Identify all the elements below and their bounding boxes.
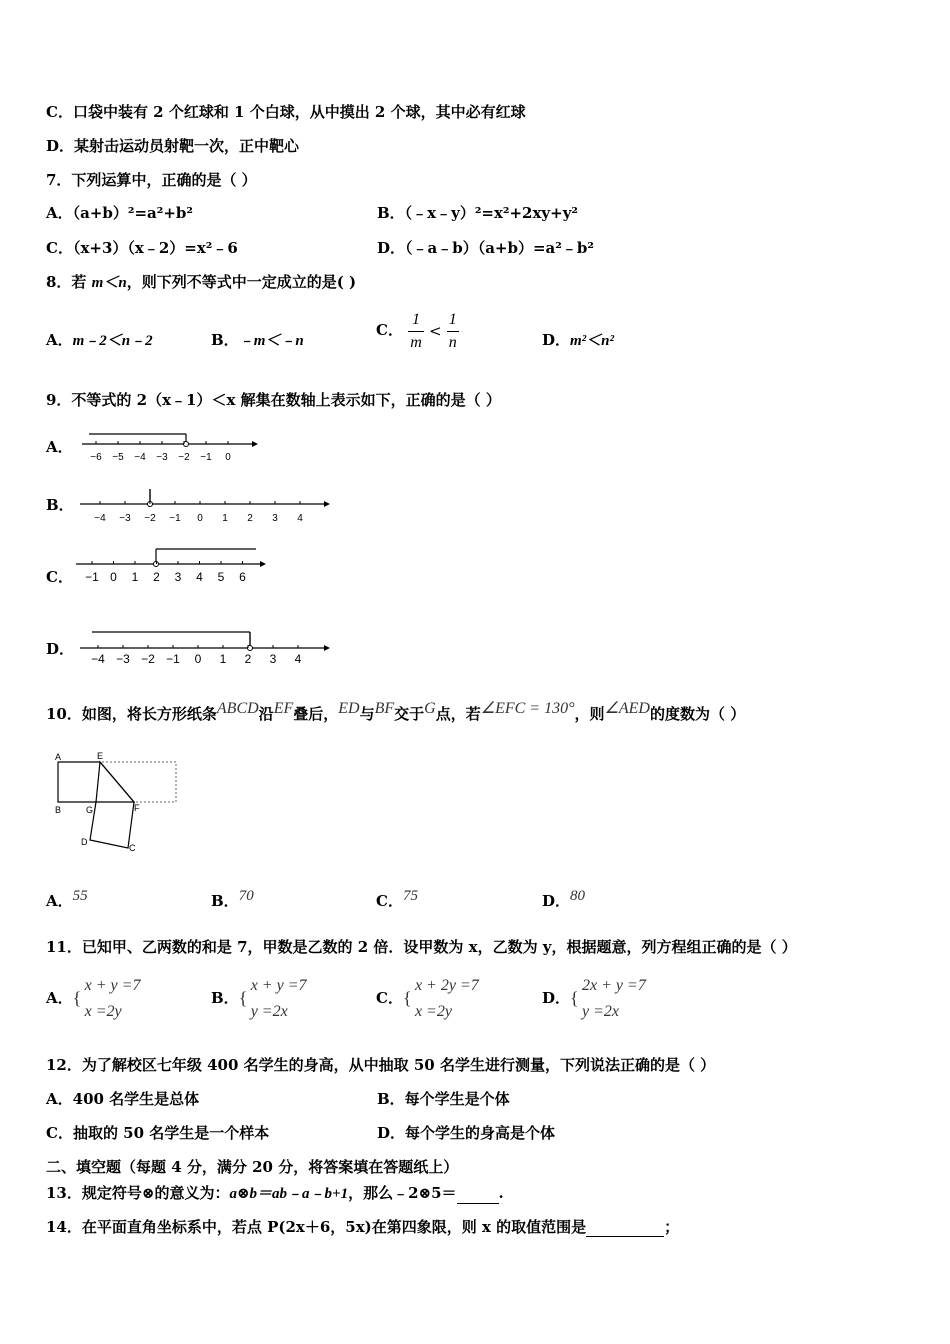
q11-option-d xyxy=(542,970,646,1026)
q12-option-c: C．抽取的 50 名学生是一个样本 xyxy=(46,1124,270,1142)
q10-option-a xyxy=(46,883,88,914)
tick-label: 0 xyxy=(197,513,203,524)
fig-label-g: G xyxy=(86,805,94,815)
q10-option-b xyxy=(211,883,254,914)
q14-answer-blank[interactable] xyxy=(586,1220,664,1237)
tick-label: 0 xyxy=(110,570,117,584)
q14 xyxy=(46,1217,679,1237)
q10-c-value: 75 xyxy=(402,888,418,904)
q10-math-angle-efc: ∠EFC = 130° xyxy=(480,700,575,717)
q8-stem-math: m＜n xyxy=(91,275,127,291)
tick-label: −1 xyxy=(200,452,212,463)
q11-b-system: { x + y =7 y =2x xyxy=(238,977,307,1020)
tick-label: 5 xyxy=(217,570,225,584)
q7-option-c: C．（x+3）（x﹣2）=x²﹣6 xyxy=(46,239,238,257)
q10-math-abcd: ABCD xyxy=(216,700,259,717)
tick-label: −3 xyxy=(116,652,130,666)
q8-a-label: A． xyxy=(46,331,73,349)
tick-label: −2 xyxy=(144,513,156,524)
q9-a-label: A． xyxy=(46,438,73,456)
q11-option-b xyxy=(211,970,306,1026)
q7-option-d: D．（﹣a﹣b）（a+b）=a²﹣b² xyxy=(377,239,594,257)
q14-end: ； xyxy=(664,1218,680,1236)
q13-answer-blank[interactable] xyxy=(457,1187,499,1204)
q10-b-label: B． xyxy=(211,892,239,910)
q12-option-b: B．每个学生是个体 xyxy=(377,1090,510,1108)
q9-b-numberline xyxy=(78,484,332,526)
q9-d-numberline xyxy=(78,626,334,670)
q10-text-4: 与 xyxy=(359,705,375,723)
q9-stem: 9．不等式的 2（x﹣1）＜x 解集在数轴上表示如下，正确的是（ ） xyxy=(46,391,501,409)
q8-c-rel: < xyxy=(428,322,442,340)
q10-math-angle-aed: ∠AED xyxy=(604,700,650,717)
q10-b-value: 70 xyxy=(238,888,254,904)
q11-stem: 11．已知甲、乙两数的和是 7，甲数是乙数的 2 倍．设甲数为 x，乙数为 y，根据题意，列方程组正确的是（ ） xyxy=(46,938,797,956)
q10-math-bf: BF xyxy=(374,700,395,717)
tick-label: 1 xyxy=(222,513,228,524)
q8-c-frac2: $\frac{1}{n}$ xyxy=(448,310,457,351)
q10-figure xyxy=(50,748,182,856)
q12-stem: 12．为了解校区七年级 400 名学生的身高，从中抽取 50 名学生进行测量，下列说法正确的是（ ） xyxy=(46,1056,716,1074)
q10-math-ef: EF xyxy=(273,700,294,717)
tick-label: −1 xyxy=(85,570,99,584)
q11-b-label: B． xyxy=(211,989,239,1007)
q10-d-value: 80 xyxy=(570,888,586,904)
q8-stem-pre: 8．若 xyxy=(46,273,92,291)
q7-option-a: A．（a+b）²=a²+b² xyxy=(46,204,193,222)
fig-label-f: F xyxy=(134,803,140,813)
q10-a-value: 55 xyxy=(72,888,88,904)
q10-math-g: G xyxy=(424,700,436,717)
q10-stem xyxy=(46,696,745,727)
q9-b-label: B． xyxy=(46,496,74,514)
q8-stem xyxy=(46,272,356,293)
q9-a-numberline xyxy=(80,426,260,466)
tick-label: 3 xyxy=(269,652,277,666)
q14-pre: 14．在平面直角坐标系中，若点 P(2x＋6，5x)在第四象限，则 x 的取值范围是 xyxy=(46,1218,587,1236)
fig-label-e: E xyxy=(97,751,104,761)
tick-label: 4 xyxy=(297,513,303,524)
tick-label: 4 xyxy=(294,652,302,666)
q13-pre: 13．规定符号⊗的意义为： xyxy=(46,1184,230,1202)
q13-end: . xyxy=(498,1184,504,1202)
tick-label: −3 xyxy=(119,513,131,524)
tick-label: 2 xyxy=(247,513,253,524)
q10-a-label: A． xyxy=(46,892,73,910)
tick-label: 2 xyxy=(244,652,252,666)
q10-text-5: 交于 xyxy=(394,705,425,723)
tick-label: −3 xyxy=(156,452,168,463)
q10-d-label: D． xyxy=(542,892,571,910)
q8-a-expr: m﹣2＜n﹣2 xyxy=(72,333,153,349)
tick-label: 1 xyxy=(219,652,227,666)
tick-label: −5 xyxy=(112,452,124,463)
q7-stem: 7．下列运算中，正确的是（ ） xyxy=(46,171,257,189)
tick-label: 4 xyxy=(196,570,203,584)
q11-option-c xyxy=(376,970,479,1026)
q11-d-system: { 2x + y =7 y =2x xyxy=(570,977,646,1020)
q8-d-label: D． xyxy=(542,331,571,349)
q11-a-label: A． xyxy=(46,989,73,1007)
q10-text-7: ，则 xyxy=(574,705,605,723)
q8-option-d xyxy=(542,330,614,351)
tick-label: 6 xyxy=(239,570,246,584)
tick-label: −6 xyxy=(90,452,102,463)
q9-c-label: C． xyxy=(46,568,73,586)
fig-label-b: B xyxy=(55,805,62,815)
tick-label: −4 xyxy=(94,513,106,524)
tick-label: 0 xyxy=(225,452,231,463)
q6-option-d: D．某射击运动员射靶一次，正中靶心 xyxy=(46,137,300,155)
tick-label: −1 xyxy=(169,513,181,524)
fig-label-d: D xyxy=(81,837,88,847)
q8-option-b xyxy=(211,330,304,351)
q8-b-label: B． xyxy=(211,331,239,349)
q8-option-c xyxy=(376,306,459,354)
q8-stem-post: ，则下列不等式中一定成立的是( ) xyxy=(126,273,357,291)
q11-c-system: { x + 2y =7 x =2y xyxy=(402,977,479,1020)
q10-text-1: 10．如图，将长方形纸条 xyxy=(46,705,217,723)
tick-label: 2 xyxy=(153,570,160,584)
q11-a-system: { x + y =7 x =2y xyxy=(72,977,141,1020)
tick-label: 1 xyxy=(131,570,139,584)
q8-c-label: C． xyxy=(376,321,403,339)
q13-post: ，那么﹣2⊗5＝ xyxy=(348,1184,457,1202)
tick-label: 0 xyxy=(194,652,202,666)
q13-math: a⊗b＝ab﹣a﹣b+1 xyxy=(229,1186,349,1202)
q12-option-a: A．400 名学生是总体 xyxy=(46,1090,200,1108)
fig-label-c: C xyxy=(129,843,136,853)
q6-option-c: C．口袋中装有 2 个红球和 1 个白球，从中摸出 2 个球，其中必有红球 xyxy=(46,103,526,121)
q13 xyxy=(46,1183,504,1204)
q8-option-a xyxy=(46,330,153,351)
tick-label: −4 xyxy=(91,652,105,666)
tick-label: 3 xyxy=(272,513,278,524)
q7-option-b: B．（﹣x﹣y）²=x²+2xy+y² xyxy=(377,204,579,222)
q10-text-3: 叠后， xyxy=(293,705,339,723)
q8-c-frac1: $\frac{1}{m}$ xyxy=(410,310,422,351)
section-2-heading: 二、填空题（每题 4 分，满分 20 分，将答案填在答题纸上） xyxy=(46,1158,459,1176)
tick-label: −2 xyxy=(178,452,190,463)
q10-option-d xyxy=(542,883,585,914)
q9-c-numberline xyxy=(74,544,270,588)
q10-text-2: 沿 xyxy=(258,705,274,723)
tick-label: 3 xyxy=(174,570,182,584)
q8-d-expr: m²＜n² xyxy=(570,333,615,349)
q12-option-d: D．每个学生的身高是个体 xyxy=(377,1124,556,1142)
q10-math-ed: ED xyxy=(338,700,360,717)
q11-d-label: D． xyxy=(542,989,571,1007)
q10-c-label: C． xyxy=(376,892,403,910)
q10-text-8: 的度数为（ ） xyxy=(649,705,746,723)
q9-d-label: D． xyxy=(46,640,75,658)
fig-label-a: A xyxy=(55,752,62,762)
q10-text-6: 点，若 xyxy=(435,705,481,723)
q11-c-label: C． xyxy=(376,989,403,1007)
q10-option-c xyxy=(376,883,418,914)
tick-label: −4 xyxy=(134,452,146,463)
tick-label: −2 xyxy=(141,652,155,666)
q11-option-a xyxy=(46,970,140,1026)
tick-label: −1 xyxy=(166,652,180,666)
q8-b-expr: ﹣m＜﹣n xyxy=(238,333,304,349)
